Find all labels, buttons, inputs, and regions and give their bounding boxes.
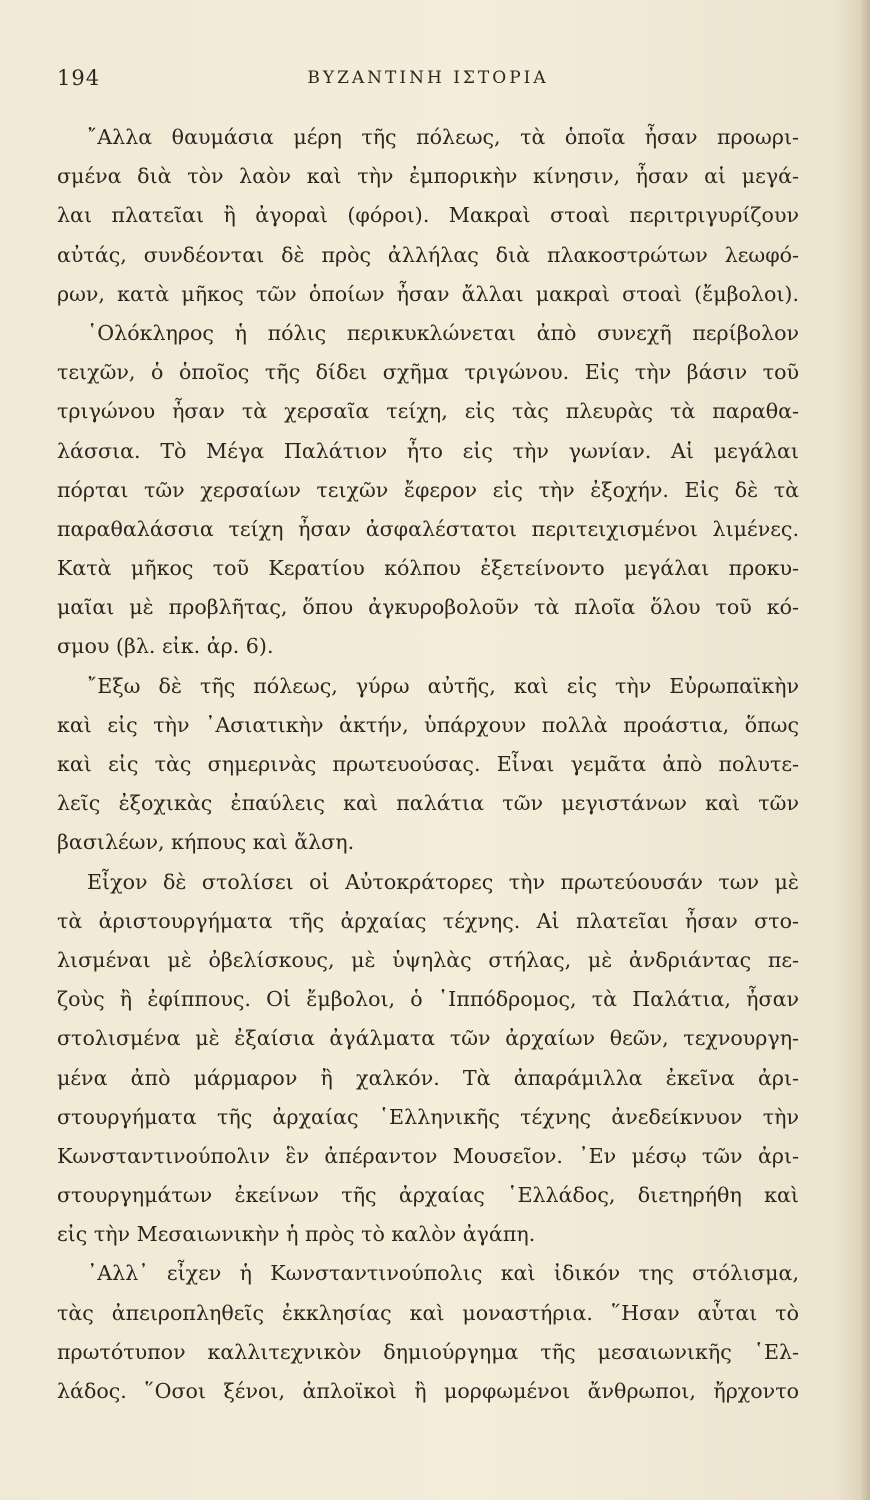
text-line: Κατὰ μῆκος τοῦ Κερατίου κόλπου ἐξετείνοντο μεγάλαι προκυ-	[57, 556, 799, 581]
text-line: καὶ εἰς τὴν ᾿Ασιατικὴν ἀκτήν, ὑπάρχουν πολλὰ προάστια, ὅπως	[57, 712, 799, 737]
body-text	[57, 118, 799, 1411]
text-line: πόρται τῶν χερσαίων τειχῶν ἔφερον εἰς τὴν ἐξοχήν. Εἰς δὲ τὰ	[57, 477, 799, 502]
text-line: στουργημάτων ἐκείνων τῆς ἀρχαίας ῾Ελλάδος, διετηρήθη καὶ	[57, 1183, 799, 1208]
text-line: λισμέναι μὲ ὀβελίσκους, μὲ ὑψηλὰς στήλας, μὲ ἀνδριάντας πε-	[57, 947, 799, 972]
text-line: εἰς τὴν Μεσαιωνικὴν ἡ πρὸς τὸ καλὸν ἀγάπη.	[57, 1222, 536, 1247]
text-line: τριγώνου ἦσαν τὰ χερσαῖα τείχη, εἰς τὰς πλευρὰς τὰ παραθα-	[57, 399, 799, 424]
text-line: τειχῶν, ὁ ὁποῖος τῆς δίδει σχῆμα τριγώνου. Εἰς τὴν βάσιν τοῦ	[57, 360, 799, 385]
text-line: λάδος. ῞Οσοι ξένοι, ἀπλοϊκοὶ ἢ μορφωμένοι ἄνθρωποι, ἤρχοντο	[57, 1379, 799, 1403]
text-line: ζοὺς ἢ ἐφίππους. Οἱ ἔμβολοι, ὁ ῾Ιππόδρομος, τὰ Παλάτια, ἦσαν	[57, 987, 799, 1012]
text-line: ῎Αλλα θαυμάσια μέρη τῆς πόλεως, τὰ ὁποῖα ἦσαν προωρι-	[87, 125, 799, 149]
text-line: τὰ ἀριστουργήματα τῆς ἀρχαίας τέχνης. Αἱ πλατεῖαι ἦσαν στο-	[57, 908, 799, 933]
text-line: λεῖς ἐξοχικὰς ἐπαύλεις καὶ παλάτια τῶν μεγιστάνων καὶ τῶν	[57, 791, 799, 816]
text-line: Κωνσταντινούπολιν ἓν ἀπέραντον Μουσεῖον. ᾿Εν μέσῳ τῶν ἀρι-	[57, 1143, 799, 1168]
text-line: ρων, κατὰ μῆκος τῶν ὁποίων ἦσαν ἄλλαι μακραὶ στοαὶ (ἔμβολοι).	[57, 281, 799, 306]
page-header	[57, 66, 799, 96]
text-line: πρωτότυπον καλλιτεχνικὸν δημιούργημα τῆς μεσαιωνικῆς ῾Ελ-	[57, 1339, 799, 1364]
text-line: σμένα διὰ τὸν λαὸν καὶ τὴν ἐμπορικὴν κίνησιν, ἦσαν αἱ μεγά-	[57, 164, 799, 189]
text-line: στολισμένα μὲ ἐξαίσια ἀγάλματα τῶν ἀρχαίων θεῶν, τεχνουργη-	[57, 1026, 799, 1051]
text-line: παραθαλάσσια τείχη ἦσαν ἀσφαλέστατοι περιτειχισμένοι λιμένες.	[57, 516, 799, 541]
text-line: καὶ εἰς τὰς σημερινὰς πρωτευούσας. Εἶναι γεμᾶτα ἀπὸ πολυτε-	[57, 752, 799, 776]
page-number: 194	[57, 66, 101, 90]
text-line: Εἶχον δὲ στολίσει οἱ Αὐτοκράτορες τὴν πρωτεύουσάν των μὲ	[87, 869, 799, 894]
text-line: λάσσια. Τὸ Μέγα Παλάτιον ἦτο εἰς τὴν γωνίαν. Αἱ μεγάλαι	[57, 438, 799, 463]
running-title: ΒΥΖΑΝΤΙΝΗ ΙΣΤΟΡΙΑ	[307, 68, 549, 88]
page-edge-shadow	[860, 0, 870, 1500]
text-line: αὐτάς, συνδέονται δὲ πρὸς ἀλλήλας διὰ πλακοστρώτων λεωφό-	[57, 242, 799, 267]
text-line: ᾿Αλλ᾿ εἶχεν ἡ Κωνσταντινούπολις καὶ ἰδικόν της στόλισμα,	[87, 1261, 799, 1286]
text-line: τὰς ἀπειροπληθεῖς ἐκκλησίας καὶ μοναστήρια. ῞Ησαν αὗται τὸ	[57, 1300, 799, 1325]
text-line: σμου (βλ. εἰκ. ἀρ. 6).	[57, 634, 274, 659]
text-line: ῎Εξω δὲ τῆς πόλεως, γύρω αὐτῆς, καὶ εἰς τὴν Εὐρωπαϊκὴν	[87, 673, 799, 698]
text-line: βασιλέων, κήπους καὶ ἄλση.	[57, 830, 355, 855]
text-line: μένα ἀπὸ μάρμαρον ἢ χαλκόν. Τὰ ἀπαράμιλλα ἐκεῖνα ἀρι-	[57, 1065, 799, 1090]
text-line: ῾Ολόκληρος ἡ πόλις περικυκλώνεται ἀπὸ συνεχῆ περίβολον	[87, 320, 799, 345]
text-line: στουργήματα τῆς ἀρχαίας ῾Ελληνικῆς τέχνης ἀνεδείκνυον τὴν	[57, 1104, 799, 1129]
text-line: μαῖαι μὲ προβλῆτας, ὅπου ἀγκυροβολοῦν τὰ πλοῖα ὅλου τοῦ κό-	[57, 595, 799, 620]
text-line: λαι πλατεῖαι ἢ ἀγοραὶ (φόροι). Μακραὶ στοαὶ περιτριγυρίζουν	[57, 203, 799, 228]
